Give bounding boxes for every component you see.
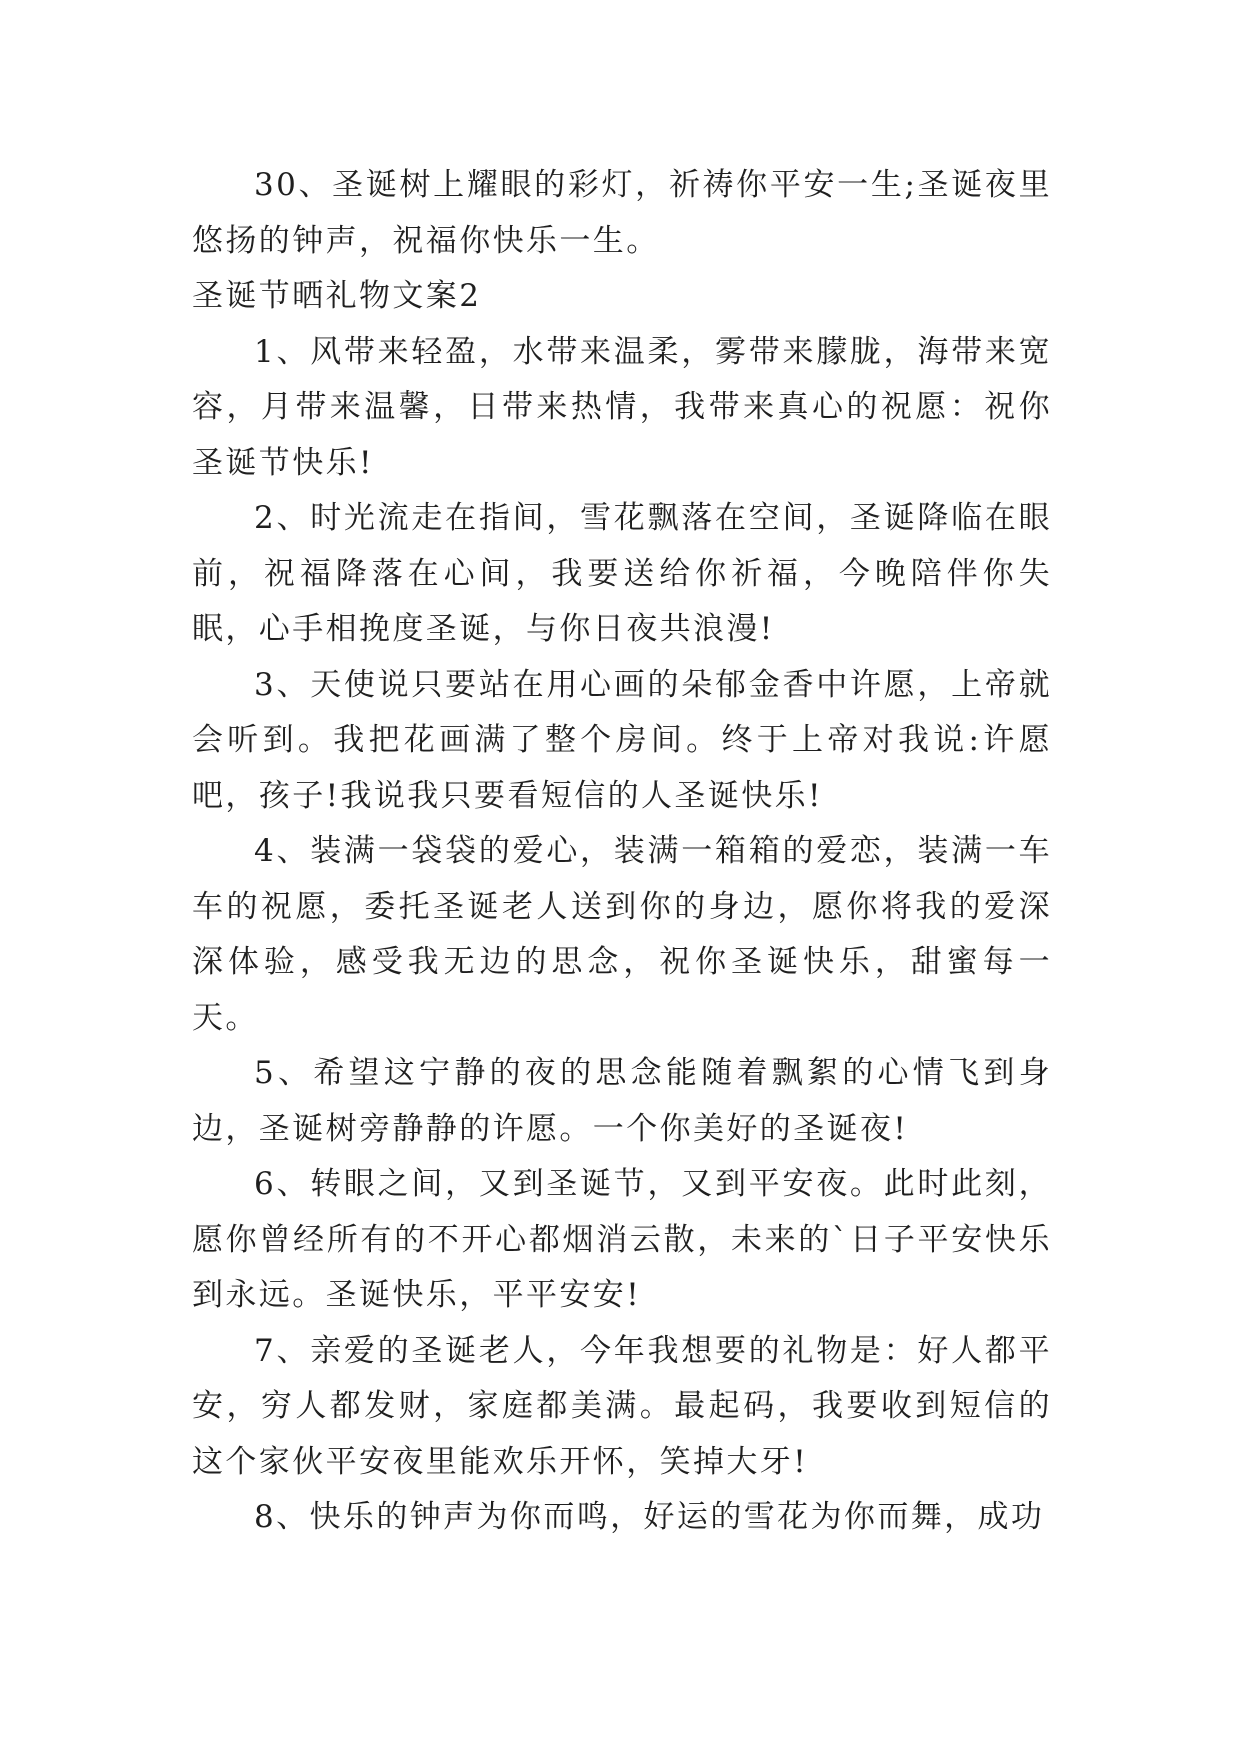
section-heading: 圣诞节晒礼物文案2 <box>192 278 482 314</box>
paragraph-2: 2、时光流走在指间，雪花飘落在空间，圣诞降临在眼前，祝福降落在心间，我要送给你祈福，今晚陪伴你失眠，心手相挽度圣诞，与你日夜共浪漫! <box>192 500 1052 647</box>
paragraph-1: 1、风带来轻盈，水带来温柔，雾带来朦胧，海带来宽容，月带来温馨，日带来热情，我带来真心的祝愿：祝你圣诞节快乐! <box>192 333 1052 481</box>
document-body <box>192 158 1052 1546</box>
paragraph-8: 8、快乐的钟声为你而鸣，好运的雪花为你而舞，成功 <box>254 1499 1045 1535</box>
paragraph-4: 4、装满一袋袋的爱心，装满一箱箱的爱恋，装满一车车的祝愿，委托圣诞老人送到你的身边，愿你将我的爱深深体验，感受我无边的思念，祝你圣诞快乐，甜蜜每一天。 <box>192 833 1052 1036</box>
paragraph-30: 30、圣诞树上耀眼的彩灯，祈祷你平安一生;圣诞夜里悠扬的钟声，祝福你快乐一生。 <box>192 167 1052 259</box>
paragraph-5: 5、希望这宁静的夜的思念能随着飘絮的心情飞到身边，圣诞树旁静静的许愿。一个你美好的圣诞夜! <box>192 1055 1052 1147</box>
paragraph-6: 6、转眼之间，又到圣诞节，又到平安夜。此时此刻，愿你曾经所有的不开心都烟消云散，未来的`日子平安快乐到永远。圣诞快乐，平平安安! <box>192 1166 1052 1313</box>
paragraph-7: 7、亲爱的圣诞老人，今年我想要的礼物是：好人都平安，穷人都发财，家庭都美满。最起码，我要收到短信的这个家伙平安夜里能欢乐开怀，笑掉大牙! <box>192 1332 1052 1480</box>
paragraph-3: 3、天使说只要站在用心画的朵郁金香中许愿，上帝就会听到。我把花画满了整个房间。终于上帝对我说:许愿吧，孩子!我说我只要看短信的人圣诞快乐! <box>192 666 1052 814</box>
